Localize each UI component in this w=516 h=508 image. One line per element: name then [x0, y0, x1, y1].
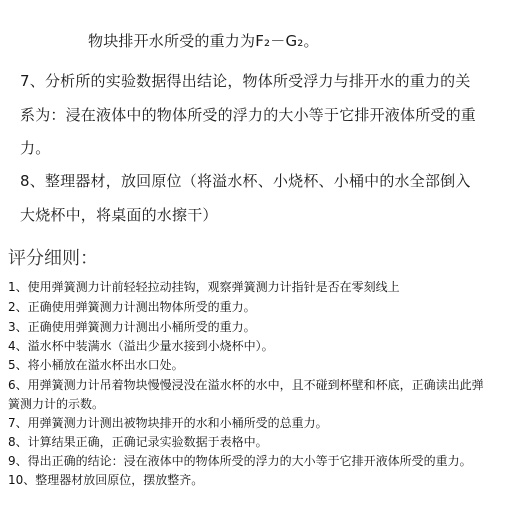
scoring-item: 8、计算结果正确，正确记录实验数据于表格中。	[8, 435, 268, 449]
scoring-item: 5、将小桶放在溢水杯出水口处。	[8, 358, 184, 372]
step-7-line-2: 系为：浸在液体中的物体所受的浮力的大小等于它排开液体所受的重	[20, 106, 477, 124]
scoring-title: 评分细则：	[8, 248, 98, 269]
step-8-line-2: 大烧杯中，将桌面的水擦干）	[20, 206, 218, 224]
step-7-line-1: 7、分析所的实验数据得出结论，物体所受浮力与排开水的重力的关	[20, 72, 471, 90]
scoring-item: 3、正确使用弹簧测力计测出小桶所受的重力。	[8, 320, 256, 334]
scoring-item: 6、用弹簧测力计吊着物块慢慢浸没在溢水杯的水中，且不碰到杯壁和杯底，正确读出此弹	[8, 378, 484, 392]
scoring-item: 4、溢水杯中装满水（溢出少量水接到小烧杯中）。	[8, 339, 274, 353]
step-7-line-3: 力。	[20, 139, 51, 157]
scoring-item: 7、用弹簧测力计测出被物块排开的水和小桶所受的总重力。	[8, 416, 328, 430]
scoring-item: 1、使用弹簧测力计前轻轻拉动挂钩，观察弹簧测力计指针是否在零刻线上	[8, 280, 400, 294]
scoring-item: 2、正确使用弹簧测力计测出物体所受的重力。	[8, 300, 256, 314]
scoring-item: 簧测力计的示数。	[8, 397, 105, 411]
scoring-item: 9、得出正确的结论：浸在液体中的物体所受的浮力的大小等于它排开液体所受的重力。	[8, 454, 472, 468]
step-8-line-1: 8、整理器材，放回原位（将溢水杯、小烧杯、小桶中的水全部倒入	[20, 172, 471, 190]
scoring-item: 10、整理器材放回原位，摆放整齐。	[8, 473, 204, 487]
step-6-conclusion-line: 物块排开水所受的重力为F₂－G₂。	[88, 32, 319, 50]
